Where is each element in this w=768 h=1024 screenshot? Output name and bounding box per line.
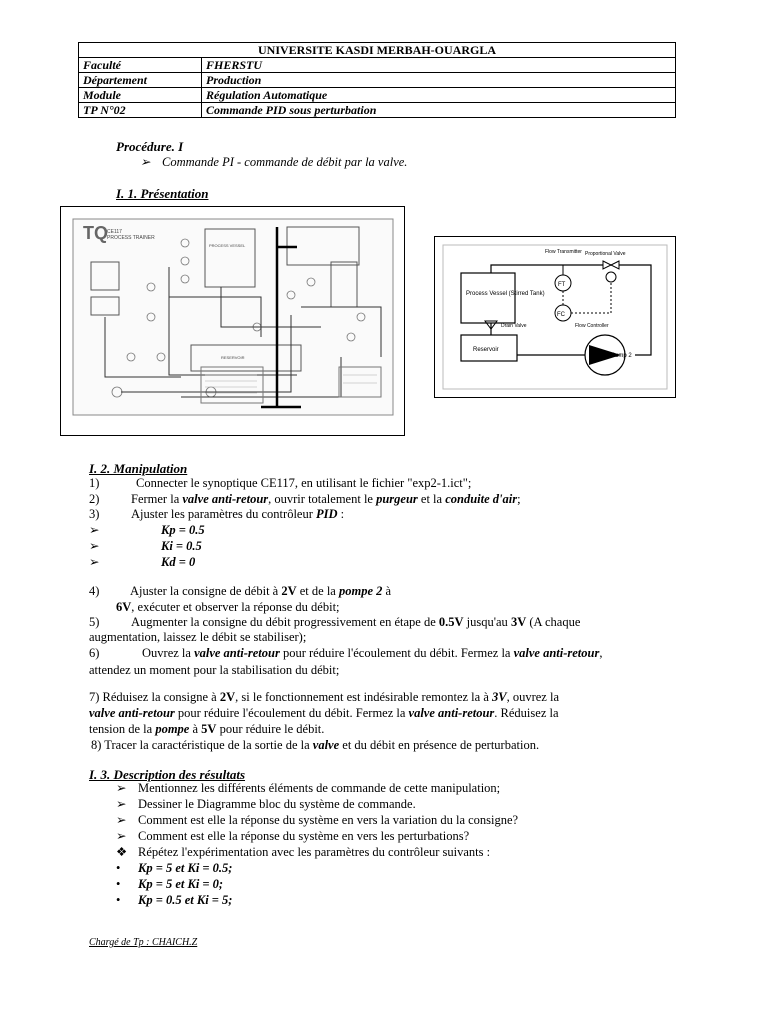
param-kp: ➢ Kp = 0.5 [89,523,205,537]
arrow-bullet-icon: ➢ [89,555,100,569]
ft-symbol: FT [558,282,566,288]
step-4-cont: 6V, exécuter et observer la réponse du débit; [116,600,340,614]
header-label-faculty: Faculté [79,58,202,73]
ce117-synoptic-figure [60,206,405,436]
ce117-diagram [61,207,404,435]
results-title: I. 3. Description des résultats [89,767,246,782]
step-5: 5) Augmenter la consigne du débit progressivement en étape de 0.5V jusqu'au 3V (A chaque [89,615,581,629]
arrow-bullet-icon: ➢ [116,813,127,827]
result-item-1: ➢ Mentionnez les différents éléments de commande de cette manipulation; [116,781,501,795]
step-8: 8) Tracer la caractéristique de la sortie de la valve et du débit en présence de perturbation. [91,738,540,752]
result-item-4: ➢ Comment est elle la réponse du système en vers les perturbations? [116,829,470,843]
process-schematic [435,237,675,397]
step-6: 6) Ouvrez la valve anti-retour pour réduire l'écoulement du débit. Fermez la valve anti-retour, [89,646,603,660]
fc-symbol: FC [557,312,565,318]
step-7-line3: tension de la pompe à 5V pour réduire le débit. [89,722,325,736]
result-param-2: • Kp = 5 et Ki = 0; [116,877,224,891]
arrow-bullet-icon: ➢ [140,155,151,169]
process-schematic-figure [434,236,676,398]
param-kd: ➢ Kd = 0 [89,555,196,569]
param-ki: ➢ Ki = 0.5 [89,539,202,553]
header-value-tp: Commande PID sous perturbation [202,103,676,118]
step-1: 1) Connecter le synoptique CE117, en utilisant le fichier "exp2-1.ict"; [89,476,472,490]
reservoir-text: Reservoir [473,347,499,353]
ce117-logo: TQ [83,223,108,243]
university-name: UNIVERSITE KASDI MERBAH-OUARGLA [79,43,676,58]
ce117-label: CE117 [107,229,122,235]
procedure-title: Procédure. I [116,139,184,154]
step-5-cont: augmentation, laissez le débit se stabiliser); [89,630,307,644]
proportional-valve-text: Proportional Valve [585,251,626,257]
arrow-bullet-icon: ➢ [116,829,127,843]
drain-valve-text: Drain Valve [501,323,527,329]
result-param-3: • Kp = 0.5 et Ki = 5; [116,893,233,907]
ce117-subtitle: PROCESS TRAINER [107,235,155,241]
step-7: 7) Réduisez la consigne à 2V, si le fonctionnement est indésirable remontez la à 3V, ouvrez la [89,690,559,704]
header-label-department: Département [79,73,202,88]
procedure-subtitle: ➢ Commande PI - commande de débit par la valve. [140,155,408,169]
footer-instructor: Chargé de Tp : CHAICH.Z [89,937,198,948]
header-value-faculty: FHERSTU [202,58,676,73]
header-label-module: Module [79,88,202,103]
flow-controller-text: Flow Controller [575,323,609,329]
arrow-bullet-icon: ➢ [116,781,127,795]
header-value-module: Régulation Automatique [202,88,676,103]
flow-transmitter-text: Flow Transmitter [545,249,582,255]
process-vessel-text: Process Vessel (Stirred Tank) [466,291,545,297]
header-label-tp: TP N°02 [79,103,202,118]
step-7-line2: valve anti-retour pour réduire l'écoulement du débit. Fermez la valve anti-retour. Réduisez la [89,706,559,720]
step-2: 2) Fermer la valve anti-retour, ouvrir totalement le purgeur et la conduite d'air; [89,492,521,506]
arrow-bullet-icon: ➢ [116,797,127,811]
result-item-3: ➢ Comment est elle la réponse du système en vers la variation du la consigne? [116,813,519,827]
step-6-cont: attendez un moment pour la stabilisation du débit; [89,663,340,677]
pump-text: Pump 2 [611,353,632,359]
arrow-bullet-icon: ➢ [89,523,100,537]
manipulation-title: I. 2. Manipulation [89,461,188,476]
result-repeat: ❖ Répétez l'expérimentation avec les paramètres du contrôleur suivants : [116,845,491,859]
header-table [78,42,676,118]
header-value-department: Production [202,73,676,88]
step-3: 3) Ajuster les paramètres du contrôleur PID : [89,507,345,521]
result-item-2: ➢ Dessiner le Diagramme bloc du système de commande. [116,797,416,811]
process-vessel-label: PROCESS VESSEL [209,243,246,248]
arrow-bullet-icon: ➢ [89,539,100,553]
presentation-title: I. 1. Présentation [116,186,209,201]
dot-bullet-icon: • [116,893,121,907]
diamond-bullet-icon: ❖ [116,845,128,859]
step-4: 4) Ajuster la consigne de débit à 2V et de la pompe 2 à [89,584,392,598]
result-param-1: • Kp = 5 et Ki = 0.5; [116,861,233,875]
reservoir-label: RESERVOIR [221,355,245,360]
dot-bullet-icon: • [116,861,121,875]
dot-bullet-icon: • [116,877,121,891]
